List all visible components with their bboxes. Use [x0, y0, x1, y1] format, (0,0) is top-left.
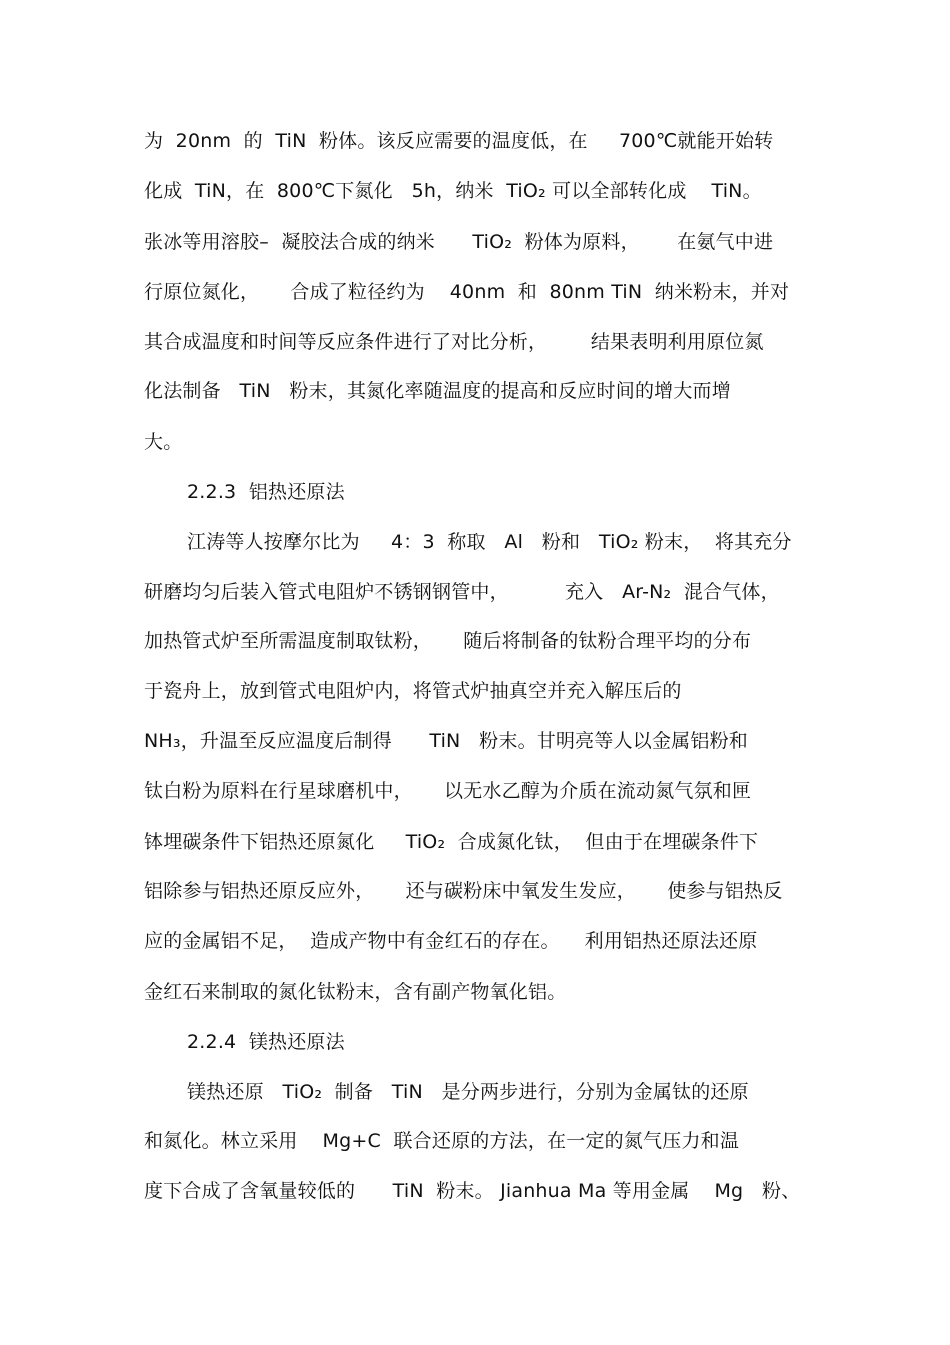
text-line-6: 化法制备 TiN 粉末，其氮化率随温度的提高和反应时间的增大而增	[144, 380, 731, 402]
text-line-1: 为 20nm 的 TiN 粉体。该反应需要的温度低，在 700℃就能开始转	[144, 130, 774, 152]
text-line-3: 张冰等用溶胶– 凝胶法合成的纳米 TiO₂ 粉体为原料， 在氨气中进	[144, 231, 774, 253]
section-heading-2-2-3: 2.2.3 铝热还原法	[187, 481, 345, 503]
text-line-16: 铝除参与铝热还原反应外， 还与碳粉床中氧发生发应， 使参与铝热反	[144, 880, 783, 902]
text-line-11: 加热管式炉至所需温度制取钛粉， 随后将制备的钛粉合理平均的分布	[144, 630, 752, 652]
text-line-9: 江涛等人按摩尔比为 4：3 称取 Al 粉和 TiO₂ 粉末， 将其充分	[187, 531, 792, 553]
text-line-5: 其合成温度和时间等反应条件进行了对比分析， 结果表明利用原位氮	[144, 331, 764, 353]
text-line-4: 行原位氮化， 合成了粒径约为 40nm 和 80nm TiN 纳米粉末，并对	[144, 281, 790, 303]
text-line-10: 研磨均匀后装入管式电阻炉不锈钢钢管中， 充入 Ar-N₂ 混合气体，	[144, 581, 780, 603]
text-line-22: 度下合成了含氧量较低的 TiN 粉末。 Jianhua Ma 等用金属 Mg 粉、	[144, 1180, 801, 1202]
text-line-12: 于瓷舟上，放到管式电阻炉内，将管式炉抽真空并充入解压后的	[144, 680, 682, 702]
section-heading-2-2-4: 2.2.4 镁热还原法	[187, 1031, 345, 1053]
text-line-17: 应的金属铝不足， 造成产物中有金红石的存在。 利用铝热还原法还原	[144, 930, 758, 952]
text-line-21: 和氮化。林立采用 Mg+C 联合还原的方法，在一定的氮气压力和温	[144, 1130, 740, 1152]
text-line-15: 钵埋碳条件下铝热还原氮化 TiO₂ 合成氮化钛， 但由于在埋碳条件下	[144, 831, 759, 853]
text-line-7: 大。	[144, 431, 183, 453]
text-line-14: 钛白粉为原料在行星球磨机中， 以无水乙醇为介质在流动氮气氛和匣	[144, 780, 752, 802]
text-line-20: 镁热还原 TiO₂ 制备 TiN 是分两步进行，分别为金属钛的还原	[187, 1081, 749, 1103]
text-line-13: NH₃，升温至反应温度后制得 TiN 粉末。甘明亮等人以金属铝粉和	[144, 730, 748, 752]
text-line-2: 化成 TiN，在 800℃下氮化 5h，纳米 TiO₂ 可以全部转化成 TiN。	[144, 180, 762, 202]
text-line-18: 金红石来制取的氮化钛粉末，含有副产物氧化铝。	[144, 981, 567, 1003]
